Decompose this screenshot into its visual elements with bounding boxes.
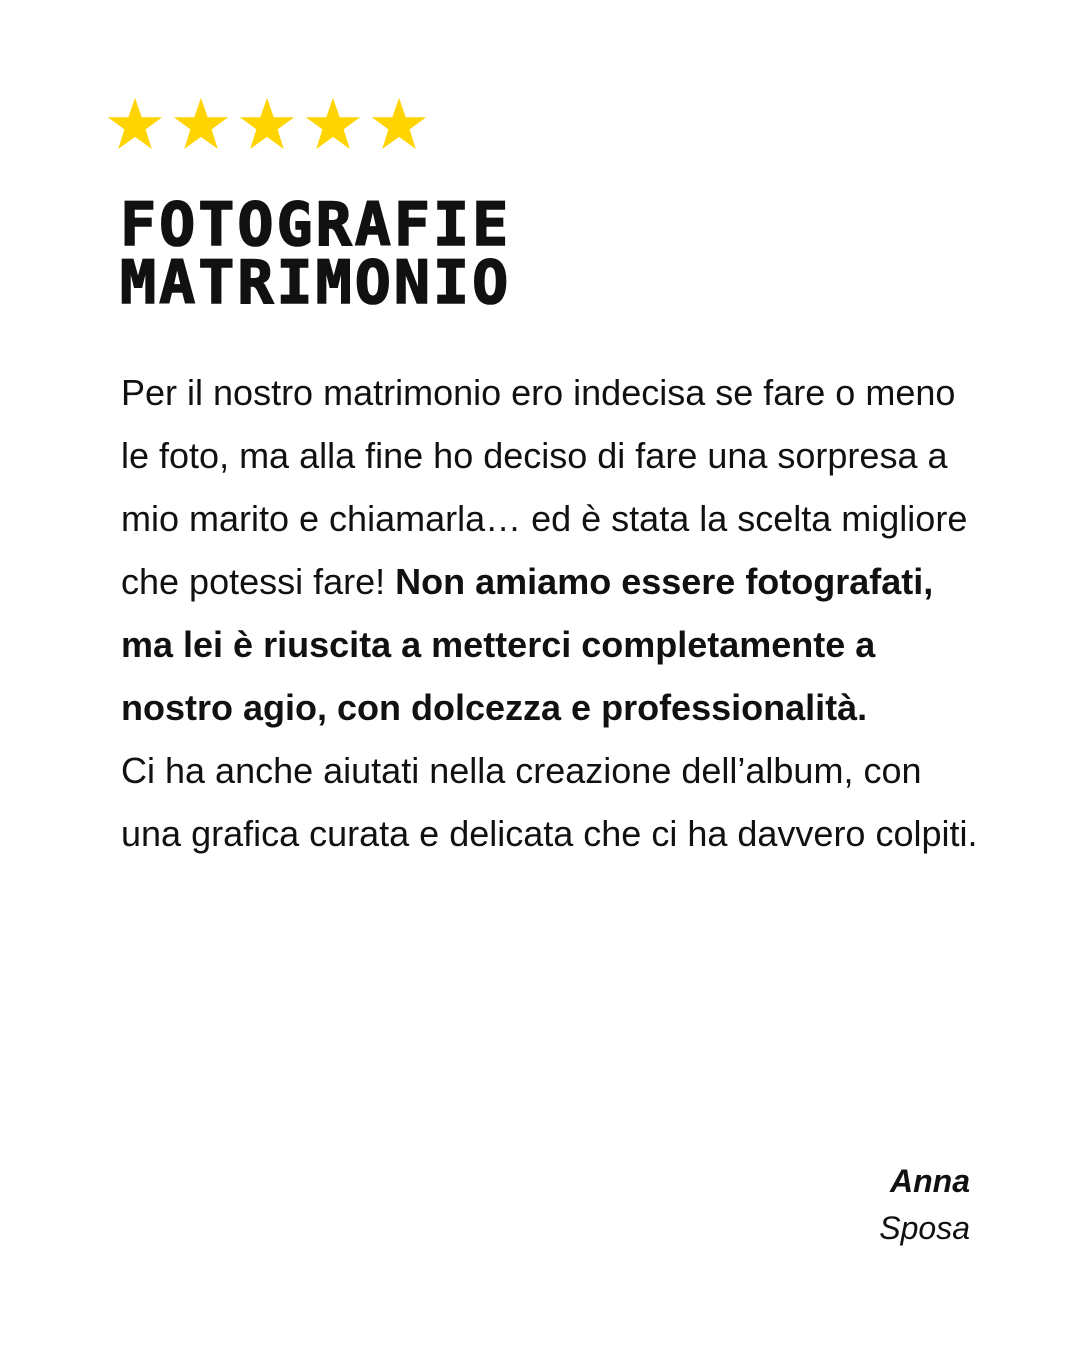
review-author [879,1158,970,1252]
review-text [121,361,981,865]
star-icon [302,94,364,156]
star-icon [170,94,232,156]
review-text-closing: Ci ha anche aiutati nella creazione dell’album, con una grafica curata e delicata che ci ha davvero colpiti. [121,750,978,854]
review-text-highlight: Non amiamo essere fotografati, ma lei è riuscita a metterci completamente a nostro agio, con dolcezza e professionalità. [121,561,934,728]
author-role: Sposa [879,1210,970,1246]
review-title [120,190,512,318]
review-text-intro: Per il nostro matrimonio ero indecisa se fare o meno le foto, ma alla fine ho deciso di fare una sorpresa a mio marito e chiamarla… ed è stata la scelta migliore che potessi fare! [121,372,968,602]
review-title-line-2: MATRIMONIO [120,248,512,318]
star-icon [236,94,298,156]
star-icon [368,94,430,156]
author-name: Anna [890,1163,970,1199]
review-title-line-1: FOTOGRAFIE [120,190,512,260]
rating-stars [104,94,430,156]
star-icon [104,94,166,156]
